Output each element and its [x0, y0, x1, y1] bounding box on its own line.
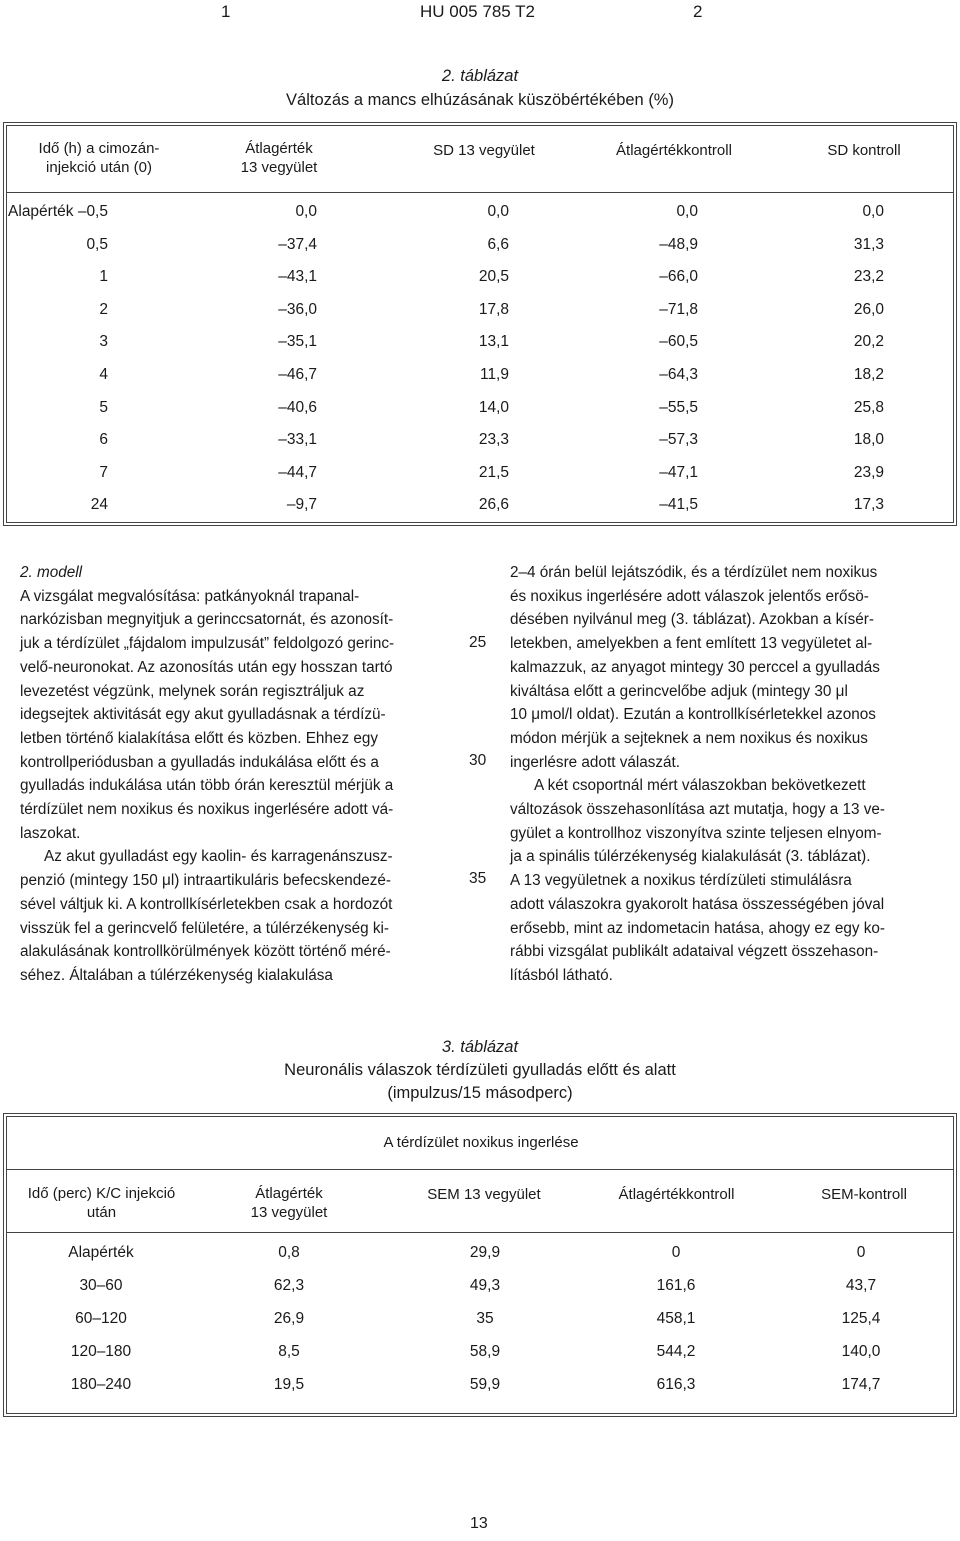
page-number: 13 — [470, 1515, 488, 1532]
text-line: narkózisban megnyitjuk a gerinccsatornát, és azonosít- — [20, 611, 394, 629]
text-line: laszokat. — [20, 824, 81, 842]
table3-col-mean-control: Átlagértékkontroll — [618, 1186, 735, 1203]
table-cell: 1 — [99, 268, 108, 286]
text-line: alakulásának kontrollkörülmények között történő méré- — [20, 943, 391, 961]
left-text-column — [20, 561, 450, 988]
table-cell: 23,9 — [853, 463, 884, 481]
table-cell: –57,3 — [659, 431, 698, 449]
table-cell: 58,9 — [469, 1343, 501, 1360]
table-row — [4, 496, 958, 520]
table-cell: 180–240 — [70, 1376, 132, 1393]
table-cell: 19,5 — [273, 1376, 305, 1393]
table-cell: 13,1 — [478, 333, 509, 351]
table-cell: 26,0 — [853, 300, 884, 318]
table-cell: 0 — [671, 1244, 681, 1261]
table-cell: Alapérték –0,5 — [8, 203, 108, 220]
table-cell: 43,7 — [845, 1277, 877, 1294]
table-cell: 6 — [99, 431, 108, 449]
table-cell: 23,2 — [853, 268, 884, 286]
text-line: letekben, amelyekben a fent említett 13 vegyületet al- — [510, 635, 873, 653]
table-cell: –43,1 — [278, 268, 317, 286]
table-cell: –55,5 — [659, 398, 698, 416]
table-cell: 120–180 — [70, 1343, 132, 1360]
table-cell: 23,3 — [478, 431, 509, 449]
table3-col-sem-13: SEM 13 vegyület — [427, 1186, 541, 1203]
table-row — [4, 366, 958, 390]
table3-col-mean-13: Átlagérték 13 vegyület — [250, 1185, 328, 1221]
table-row — [4, 1343, 958, 1367]
header-right-page: 2 — [693, 2, 703, 21]
table-cell: 0,5 — [86, 235, 108, 253]
text-line: erősebb, mint az indometacin hatása, ahogy ez egy ko- — [510, 919, 885, 937]
table-cell: 25,8 — [853, 398, 884, 416]
table-row — [4, 333, 958, 357]
table-cell: 7 — [99, 463, 108, 481]
text-line: velő-neuronokat. Az azonosítás után egy hosszan tartó — [20, 658, 393, 676]
table2-col-mean-control: Átlagértékkontroll — [616, 142, 732, 159]
line-number: 35 — [469, 870, 487, 887]
table-cell: 174,7 — [841, 1376, 881, 1393]
table3-group-header: A térdízület noxikus ingerlése — [383, 1134, 579, 1151]
table3-unit: (impulzus/15 másodperc) — [387, 1084, 573, 1102]
text-line: gyület a kontrollhoz viszonyítva szinte teljesen elnyom- — [510, 824, 882, 842]
text-line: penzió (mintegy 150 μl) intraartikuláris befecskendezé- — [20, 872, 392, 890]
text-line: A két csoportnál mért válaszokban bekövetkezett — [534, 777, 866, 795]
right-text-column — [510, 561, 957, 988]
table-cell: –35,1 — [278, 333, 317, 351]
table-cell: 62,3 — [273, 1277, 305, 1294]
table-cell: 3 — [99, 333, 108, 351]
table-cell: –33,1 — [278, 431, 317, 449]
table-cell: 26,9 — [273, 1310, 305, 1327]
table2-col-sd-13: SD 13 vegyület — [433, 142, 535, 159]
table-cell: 18,0 — [853, 431, 884, 449]
text-line: kiváltása előtt a gerincvelőbe adjuk (mintegy 30 μl — [510, 682, 848, 700]
text-line: rábbi vizsgálat publikált adataival végzett összehason- — [510, 943, 879, 961]
table-cell: –40,6 — [278, 398, 317, 416]
text-line: Az akut gyulladást egy kaolin- és karragenánszusz- — [44, 848, 393, 866]
table-cell: 8,5 — [278, 1343, 300, 1360]
table-row — [4, 236, 958, 260]
table-cell: 31,3 — [853, 235, 884, 253]
text-line: ja a spinális túlérzékenység kialakulását (3. táblázat). — [510, 848, 871, 866]
table-cell: 30–60 — [79, 1277, 123, 1294]
table-cell: 18,2 — [853, 366, 884, 383]
table-cell: –71,8 — [659, 300, 698, 318]
table-row — [4, 203, 958, 227]
table-row — [4, 1277, 958, 1301]
table-cell: –44,7 — [278, 463, 317, 481]
table-cell: –48,9 — [659, 235, 698, 253]
table-cell: 0,0 — [295, 203, 317, 220]
table-cell: –60,5 — [659, 333, 698, 351]
table-cell: 20,5 — [478, 268, 509, 286]
table3-col-time: Idő (perc) K/C injekció után — [27, 1185, 176, 1221]
table-cell: 5 — [99, 398, 108, 416]
table-cell: 4 — [99, 366, 108, 383]
table-cell: 544,2 — [656, 1343, 696, 1360]
text-line: adott válaszokra gyakorolt hatása összességében jóval — [510, 895, 885, 913]
text-line: kontrollperiódusban a gyulladás indukálása előtt és a — [20, 753, 379, 771]
text-line: ingerlésre adott válaszát. — [510, 753, 681, 771]
text-line: visszük fel a gerincvelő felületére, a túlérzékenység ki- — [20, 919, 390, 937]
table3-title: Neuronális válaszok térdízületi gyulladás előtt és alatt — [284, 1061, 676, 1079]
table-cell: 11,9 — [479, 366, 509, 383]
text-line: séhez. Általában a túlérzékenység kialakulása — [20, 966, 333, 984]
header-left-page: 1 — [221, 2, 231, 21]
table-cell: 20,2 — [853, 333, 884, 351]
table-cell: 17,8 — [478, 300, 509, 318]
table-cell: –47,1 — [659, 463, 698, 481]
table-cell: –41,5 — [659, 496, 698, 514]
text-line: A vizsgálat megvalósítása: patkányoknál trapanal- — [20, 587, 360, 605]
table-cell: 6,6 — [487, 235, 509, 253]
line-number: 30 — [469, 752, 487, 769]
table-cell: 140,0 — [841, 1343, 881, 1360]
text-line: 10 μmol/l oldat). Ezután a kontrollkísérletekkel azonos — [510, 706, 876, 724]
table2-col-sd-control: SD kontroll — [827, 142, 901, 159]
model-heading: 2. modell — [20, 564, 83, 581]
text-line: és noxikus ingerlésére adott válaszok jelentős erősö- — [510, 587, 869, 605]
table-row — [4, 301, 958, 325]
table2-col-mean-13: Átlagérték 13 vegyület — [240, 140, 318, 176]
table-row — [4, 1244, 958, 1268]
table2-title: Változás a mancs elhúzásának küszöbértékében (%) — [286, 91, 674, 109]
text-line: A 13 vegyületnek a noxikus térdízületi stimulálásra — [510, 872, 852, 890]
table-cell: 0,0 — [862, 203, 884, 220]
table-cell: –36,0 — [278, 300, 317, 318]
table-cell: 125,4 — [841, 1310, 881, 1327]
table-row — [4, 268, 958, 292]
table3-col-sem-control: SEM-kontroll — [821, 1186, 907, 1203]
text-line: gyulladás indukálása után több órán keresztül mérjük a — [20, 777, 394, 795]
table-cell: 458,1 — [656, 1310, 696, 1327]
table-row — [4, 431, 958, 455]
table-row — [4, 1310, 958, 1334]
table-cell: Alapérték — [68, 1244, 134, 1261]
text-line: változások összehasonlítása azt mutatja, hogy a 13 ve- — [510, 801, 885, 819]
table-cell: 0,0 — [676, 203, 698, 220]
text-line: juk a térdízület „fájdalom impulzusát” feldolgozó gerinc- — [20, 635, 395, 653]
table3 — [3, 1113, 957, 1417]
table2-caption: 2. táblázat — [441, 67, 519, 85]
text-line: térdízület nem noxikus és noxikus ingerlésére adott vá- — [20, 801, 394, 819]
table3-caption: 3. táblázat — [441, 1038, 519, 1056]
table-cell: 29,9 — [469, 1244, 501, 1261]
table-cell: –66,0 — [659, 268, 698, 286]
table-cell: 26,6 — [478, 496, 509, 514]
table-row — [4, 464, 958, 488]
table-cell: 59,9 — [469, 1376, 501, 1393]
table-cell: 24 — [90, 496, 108, 514]
text-line: lításból látható. — [510, 966, 613, 984]
table-cell: 35 — [476, 1310, 494, 1327]
table-cell: 0,8 — [278, 1244, 300, 1261]
table-cell: 0 — [856, 1244, 866, 1261]
header-patent-number: HU 005 785 T2 — [420, 2, 535, 21]
text-line: idegsejtek aktivitását egy akut gyulladásnak a térdízü- — [20, 706, 386, 724]
text-line: 2–4 órán belül lejátszódik, és a térdízület nem noxikus — [510, 564, 878, 581]
table-cell: 17,3 — [853, 496, 884, 514]
table-cell: 0,0 — [487, 203, 509, 220]
table-cell: –64,3 — [659, 366, 698, 383]
table-cell: 161,6 — [656, 1277, 696, 1294]
table-cell: –37,4 — [278, 235, 317, 253]
table-cell: –9,7 — [286, 496, 317, 514]
table-cell: 14,0 — [478, 398, 509, 416]
text-line: levezetést végzünk, melynek során regisztráljuk az — [20, 682, 365, 700]
table-row — [4, 1376, 958, 1400]
table2-col-time: Idő (h) a cimozán- injekció után (0) — [38, 140, 160, 176]
text-line: letben történő kialakítása előtt és közben. Ehhez egy — [20, 729, 379, 747]
table-cell: 2 — [99, 300, 108, 318]
table-cell: –46,7 — [278, 366, 317, 383]
table-cell: 60–120 — [75, 1310, 127, 1327]
table-cell: 21,5 — [478, 463, 509, 481]
text-line: désében nyilvánul meg (3. táblázat). Azokban a kísér- — [510, 611, 874, 629]
table-row — [4, 399, 958, 423]
text-line: módon mérjük a sejteknek a nem noxikus és noxikus — [510, 729, 868, 747]
table-cell: 49,3 — [469, 1277, 501, 1294]
line-number: 25 — [469, 634, 487, 651]
text-line: kalmazzuk, az anyagot mintegy 30 perccel a gyulladás — [510, 658, 880, 676]
table-cell: 616,3 — [656, 1376, 696, 1393]
text-line: sével váltjuk ki. A kontrollkísérletekben csak a hordozót — [20, 895, 393, 913]
table2 — [3, 122, 957, 526]
